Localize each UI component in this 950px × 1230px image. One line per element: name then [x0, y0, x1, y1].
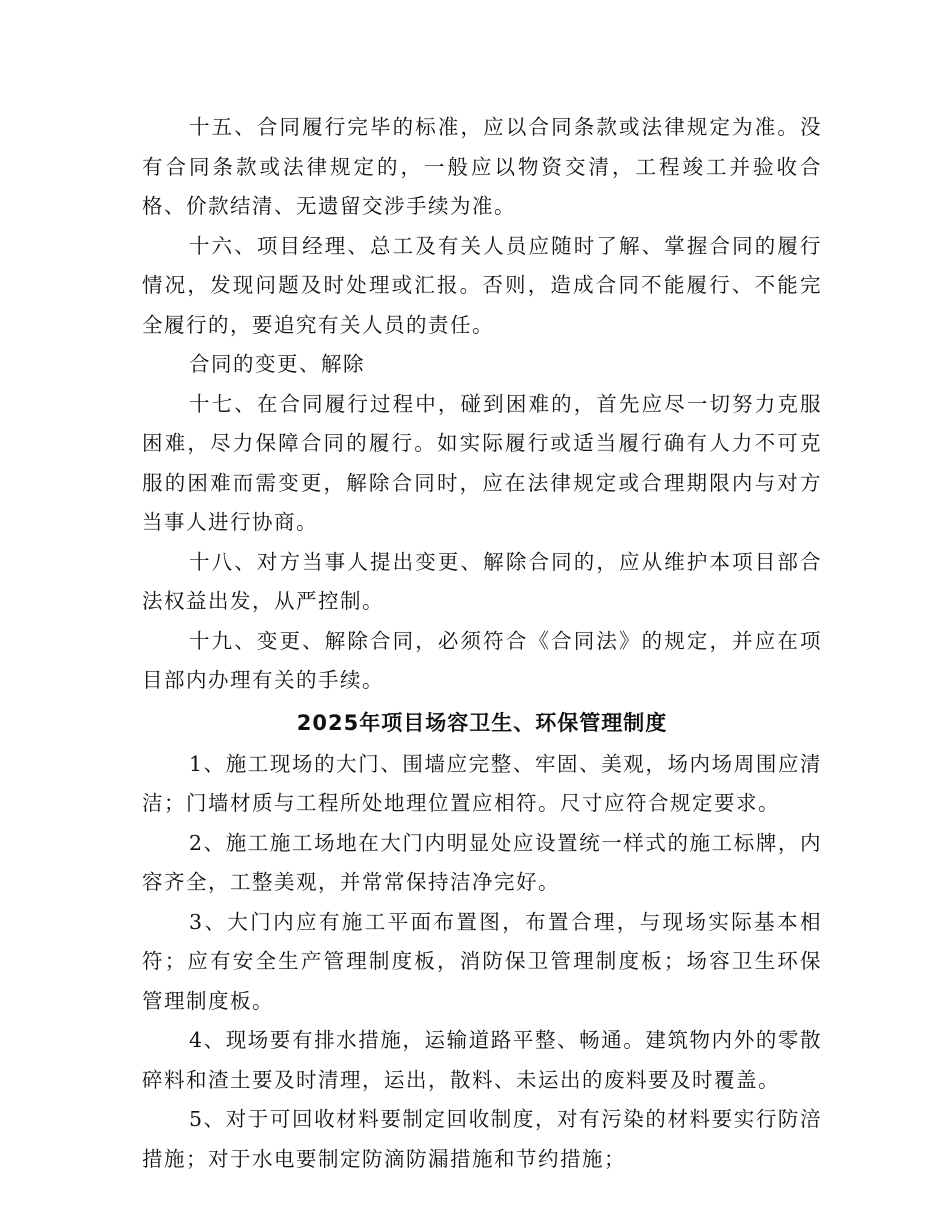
rule-4: 4、现场要有排水措施，运输道路平整、畅通。建筑物内外的零散碎料和渣土要及时清理，运出，散料、未运出的废料要及时覆盖。	[142, 1028, 822, 1092]
section-title: 2025年项目场容卫生、环保管理制度	[296, 710, 668, 735]
rule-5: 5、对于可回收材料要制定回收制度，对有污染的材料要实行防涪措施；对于水电要制定防滴防漏措施和节约措施；	[142, 1107, 822, 1171]
clause-16: 十六、项目经理、总工及有关人员应随时了解、掌握合同的履行情况，发现问题及时处理或汇报。否则，造成合同不能履行、不能完全履行的，要追究有关人员的责任。	[142, 233, 822, 337]
clause-19: 十九、变更、解除合同，必须符合《合同法》的规定，并应在项目部内办理有关的手续。	[142, 628, 822, 692]
rule-1: 1、施工现场的大门、围墙应完整、牢固、美观，场内场周围应清洁；门墙材质与工程所处地理位置应相符。尺寸应符合规定要求。	[142, 751, 822, 815]
clause-15: 十五、合同履行完毕的标准，应以合同条款或法律规定为准。没有合同条款或法律规定的，一般应以物资交清，工程竣工并验收合格、价款结清、无遗留交涉手续为准。	[142, 115, 822, 218]
document-body	[142, 108, 822, 1179]
clause-18: 十八、对方当事人提出变更、解除合同的，应从维护本项目部合法权益出发，从严控制。	[142, 549, 822, 613]
clause-17: 十七、在合同履行过程中，碰到困难的，首先应尽一切努力克服困难，尽力保障合同的履行。如实际履行或适当履行确有人力不可克服的困难而需变更，解除合同时，应在法律规定或合理期限内与对方当事人进行协商。	[142, 391, 822, 534]
rule-3: 3、大门内应有施工平面布置图，布置合理，与现场实际基本相符；应有安全生产管理制度板，消防保卫管理制度板；场容卫生环保管理制度板。	[142, 909, 822, 1013]
subheading-contract-change: 合同的变更、解除	[189, 352, 365, 376]
rule-2: 2、施工施工场地在大门内明显处应设置统一样式的施工标牌，内容齐全，工整美观，并常常保持洁净完好。	[142, 830, 822, 894]
